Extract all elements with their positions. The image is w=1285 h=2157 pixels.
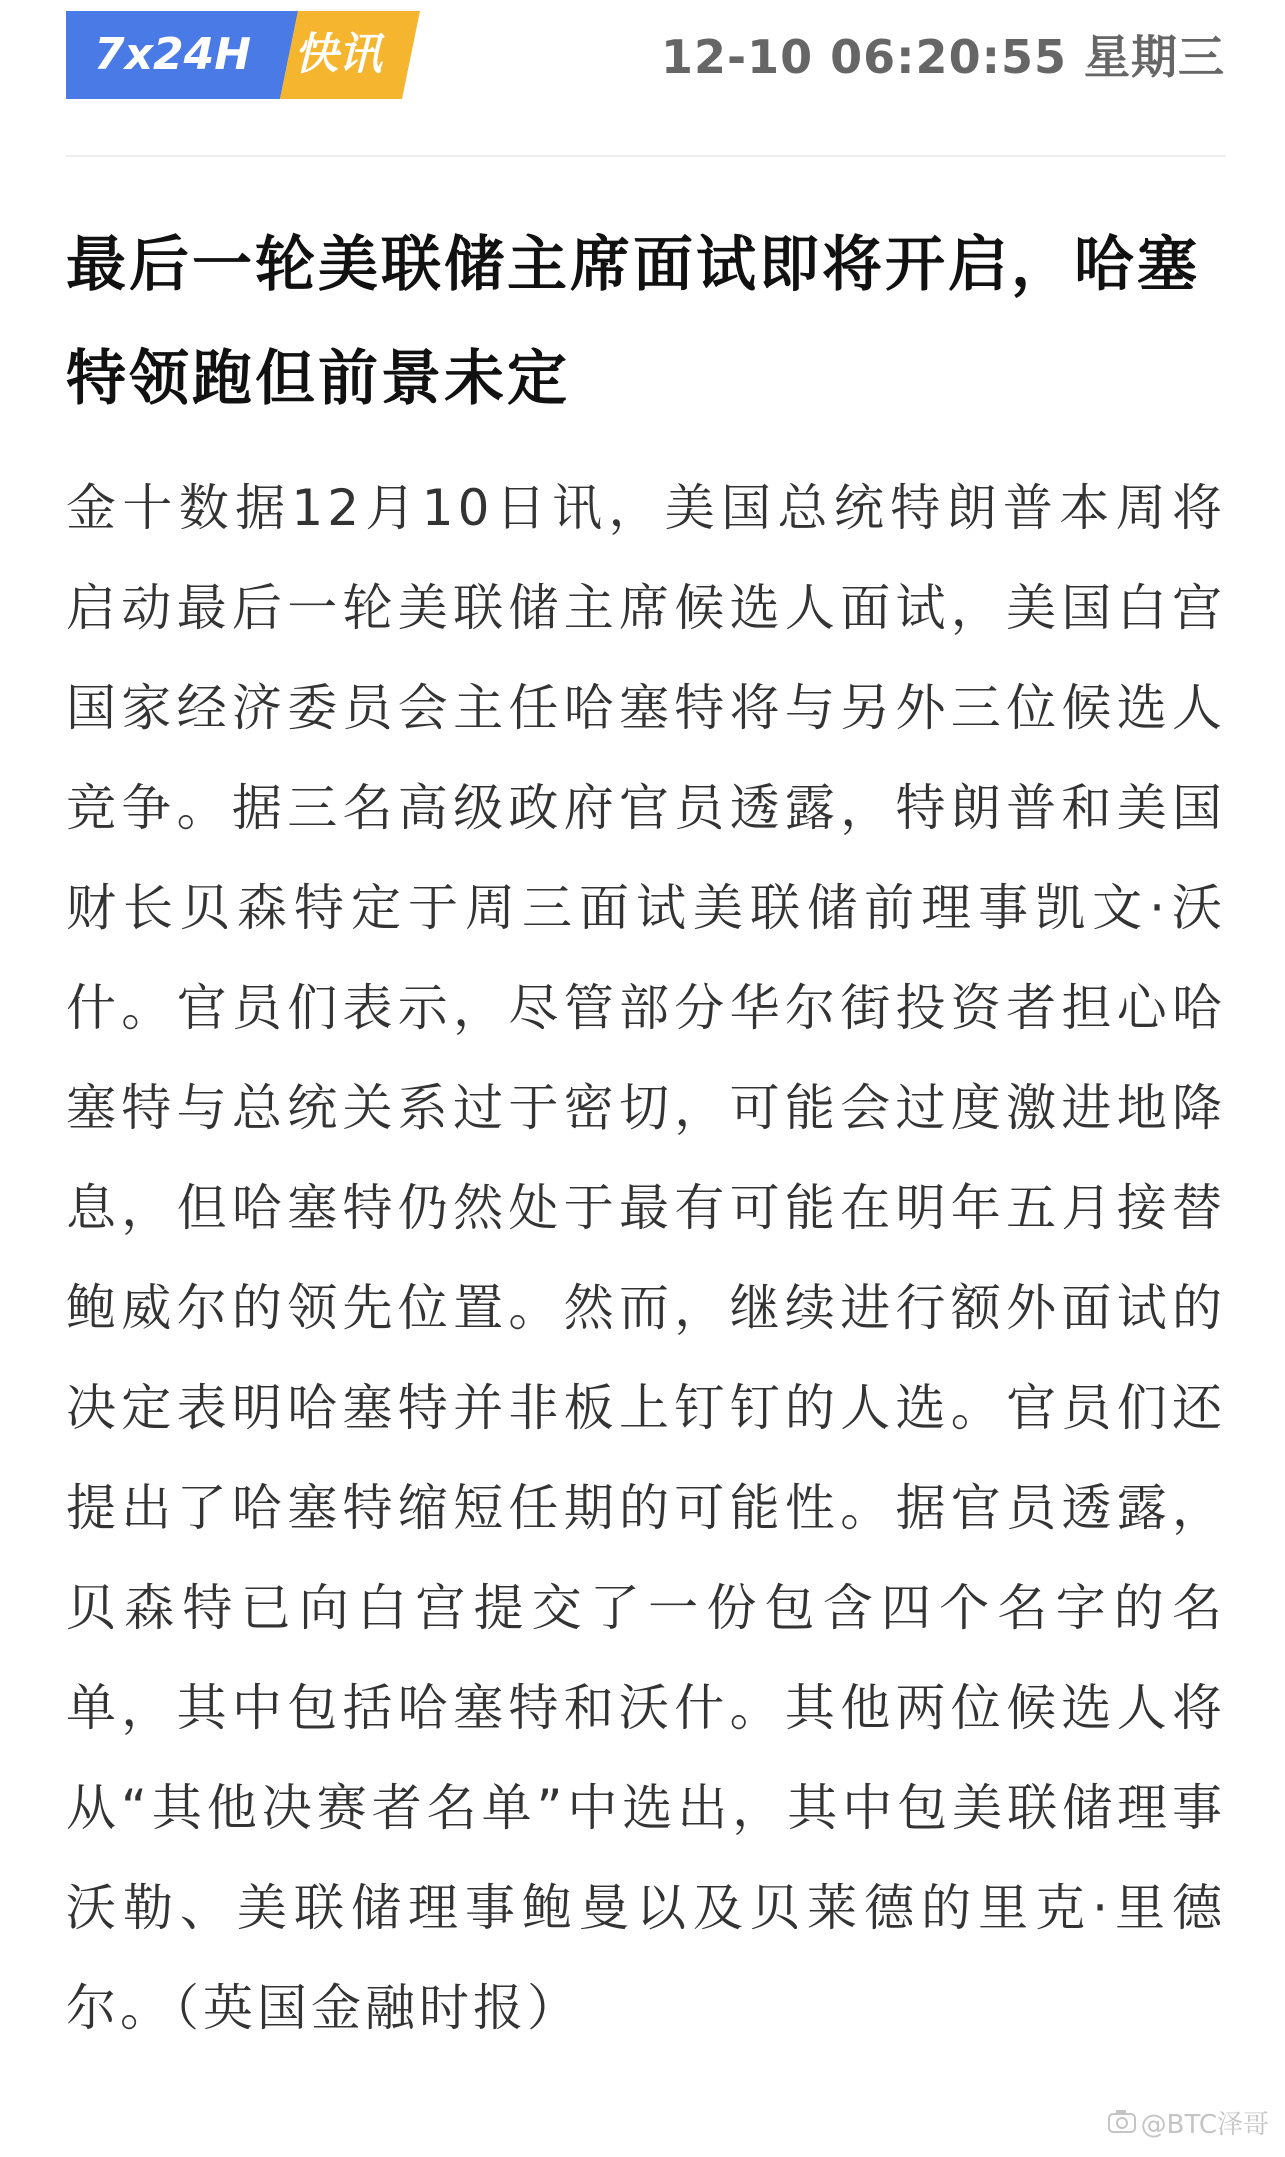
weibo-camera-icon	[1107, 2106, 1137, 2146]
article-title: 最后一轮美联储主席面试即将开启，哈塞特领跑但前景未定	[66, 230, 1200, 414]
header-divider	[66, 155, 1226, 157]
badge-flash-label: 快讯	[294, 29, 382, 80]
badge-7x24h-label: 7x24H	[94, 29, 252, 80]
news-header	[0, 0, 1285, 155]
article-body: 金十数据12月10日讯，美国总统特朗普本周将启动最后一轮美联储主席候选人面试，美国白宫国家经济委员会主任哈塞特将与另外三位候选人竞争。据三名高级政府官员透露，特朗普和美国财长贝森特定于周三面试美联储前理事凯文·沃什。官员们表示，尽管部分华尔街投资者担心哈塞特与总统关系过于密切，可能会过度激进地降息，但哈塞特仍然处于最有可能在明年五月接替鲍威尔的领先位置。然而，继续进行额外面试的决定表明哈塞特并非板上钉钉的人选。官员们还提出了哈塞特缩短任期的可能性。据官员透露，贝森特已向白宫提交了一份包含四个名字的名单，其中包括哈塞特和沃什。其他两位候选人将从“其他决赛者名单”中选出，其中包美联储理事沃勒、美联储理事鲍曼以及贝莱德的里克·里德尔。（英国金融时报）	[66, 479, 1226, 2037]
flash-news-badge	[66, 11, 420, 99]
news-timestamp: 12-10 06:20:55 星期三	[661, 30, 1225, 84]
watermark-text: @BTC泽哥	[1140, 2110, 1269, 2140]
watermark	[1107, 2105, 1269, 2145]
